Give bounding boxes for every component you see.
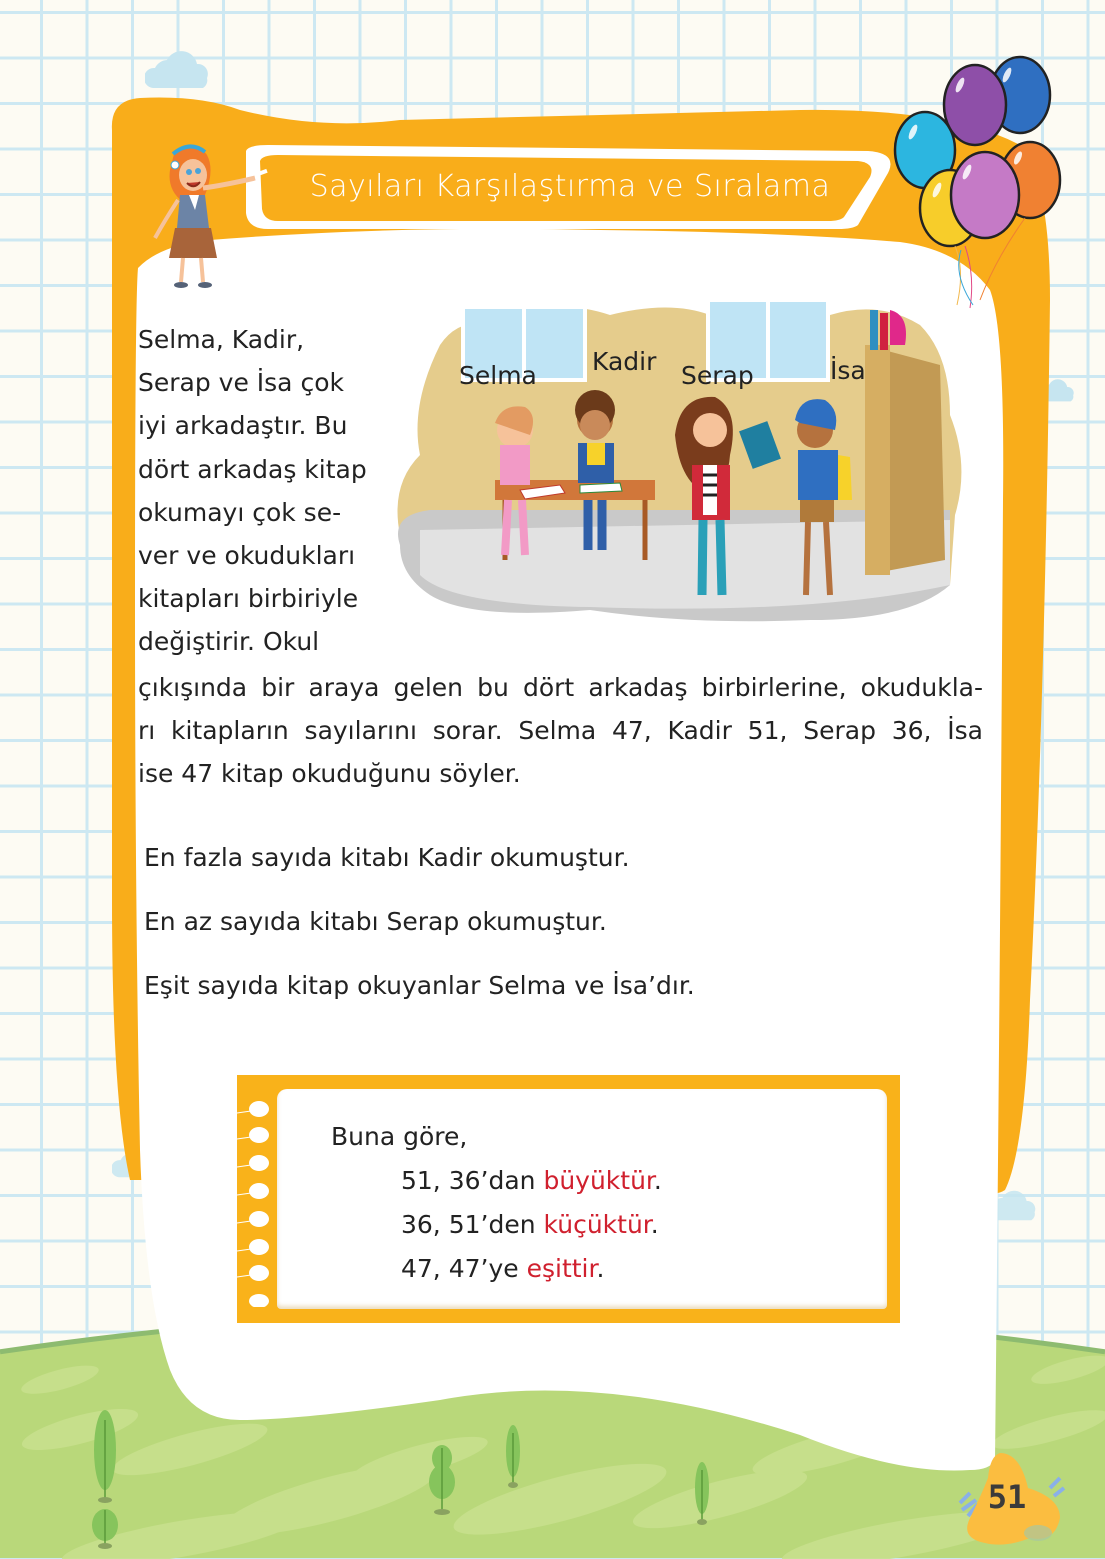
story-line: çıkışında bir araya gelen bu dört arkadaş birbirlerine, okudukla- [138,673,983,702]
summary-note-card [237,1075,900,1323]
story-paragraph-full [138,666,983,796]
story-line: ise 47 kitap okuduğunu söyler. [138,759,521,789]
note-card-paper [277,1089,887,1309]
story-line: iyi arkadaştır. Bu [138,411,348,441]
balloons-illustration [885,50,1080,310]
label-isa: İsa [830,356,866,385]
classroom-illustration [390,285,990,630]
note-line-equal: 47, 47’ye eşittir. [401,1254,605,1283]
page-number: 51 [987,1478,1027,1516]
note-line-less: 36, 51’den küçüktür. [401,1210,659,1239]
keyword-equal: eşittir [526,1254,597,1283]
notebook-holes-icon [237,1097,277,1307]
note-intro: Buna göre, [331,1122,468,1151]
story-line: Selma, Kadir, [138,325,305,354]
story-line: kitapları birbiriyle [138,584,359,614]
note-lines [331,1115,662,1291]
label-serap: Serap [681,361,754,390]
statement-equal: Eşit sayıda kitap okuyanlar Selma ve İsa’dır. [144,971,695,1000]
keyword-less: küçüktür [543,1210,651,1239]
keyword-greater: büyüktür [543,1166,654,1195]
story-line: ver ve okudukları [138,541,356,571]
note-line-greater: 51, 36’dan büyüktür. [401,1166,662,1195]
story-line: değiştirir. Okul [138,627,320,657]
story-line: rı kitapların sayılarını sorar. Selma 47, Kadir 51, Serap 36, İsa [138,716,983,746]
story-line: dört arkadaş kitap [138,454,367,484]
girl-mascot-illustration [145,140,280,290]
label-selma: Selma [459,361,537,390]
story-line: okumayı çok se- [138,497,342,527]
story-line: Serap ve İsa çok [138,368,344,398]
label-kadir: Kadir [592,347,657,376]
statement-least: En az sayıda kitabı Serap okumuştur. [144,907,607,936]
story-paragraph-wrapped [138,318,388,664]
statement-most: En fazla sayıda kitabı Kadir okumuştur. [144,843,630,872]
conclusion-statements [144,838,844,1030]
page-title: Sayıları Karşılaştırma ve Sıralama [309,168,831,204]
